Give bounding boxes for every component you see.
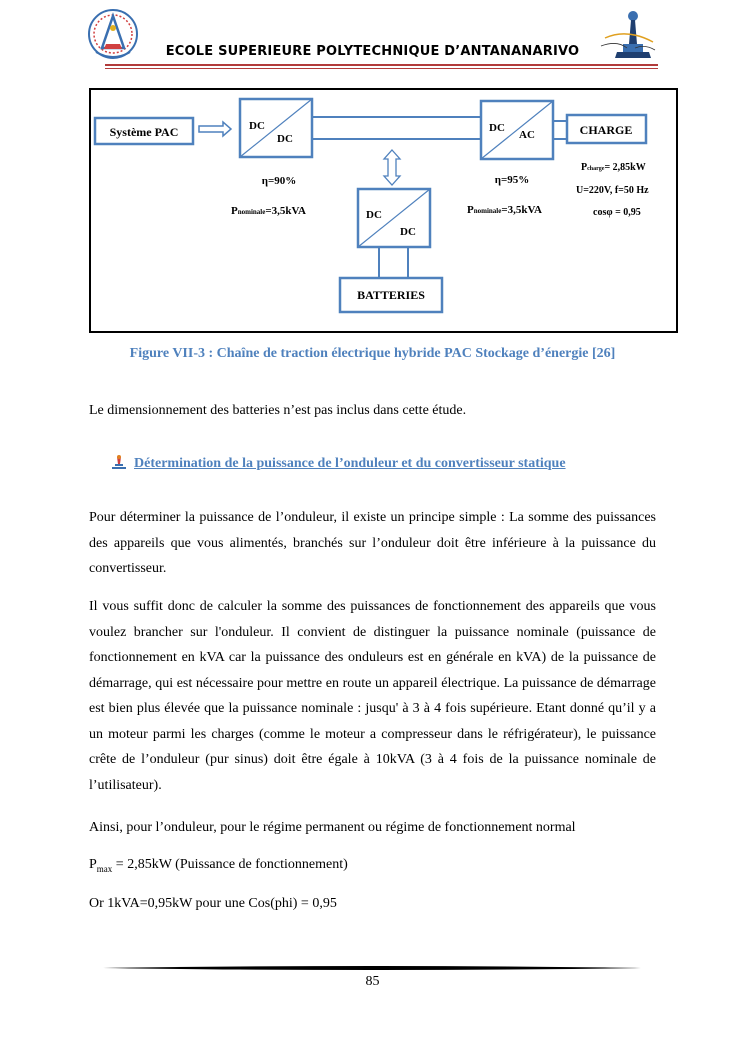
header-title: ECOLE SUPERIEURE POLYTECHNIQUE D’ANTANANARIVO (165, 44, 580, 59)
paragraph-regime: Ainsi, pour l’onduleur, pour le régime permanent ou régime de fonctionnement normal (89, 820, 576, 835)
dc-dc-2-bottom: DC (400, 226, 416, 238)
header-rule (105, 64, 658, 66)
paragraph-pmax: $P_{max} = 2,85kW$ (Puissance de fonctionnement) (89, 857, 348, 874)
paragraph-principle: Pour déterminer la puissance de l’onduleur, il existe un principe simple : La somme des puissances des appareils que vous alimentés, branchés sur l’onduleur doit être inférieure à la puissance du convertisseur. (89, 510, 656, 576)
efficiency-dcdc: η=90% (261, 175, 297, 187)
dc-ac-top: DC (489, 122, 505, 134)
nominal-power-dcac: Pnominale=3,5kVA (467, 204, 542, 216)
section-heading (112, 455, 566, 472)
efficiency-dcac: η=95% (494, 174, 530, 186)
paragraph-calculation: Il vous suffit donc de calculer la somme des puissances de fonctionnement des appareils que vous voulez brancher sur l'onduleur. Il convient de distinguer la puissance nominale (puissance de fonctionnement en kVA car la puissance des onduleurs est en générale en kVA) de la puissance de démarrage, qui est nécessaire pour mettre en route un appareil électrique. La puissance de démarrage est bien plus élevée que la puissance nominale : jusqu' à 3 à 4 fois supérieure. Etant donné qu’il y a un moteur parmi les charges (comme le moteur a compresseur dans le réfrigérateur), le puissance crête de l’onduleur (pur sinus) doit être égale à 10kVA (3 à 4 fois de la puissance nominale de l’utilisateur). (89, 599, 656, 793)
traction-chain-diagram (89, 88, 678, 333)
nominal-power-dcdc: Pnominale=3,5kVA (231, 205, 306, 217)
charge-cosphi: cosφ = 0,95 (593, 207, 641, 218)
header-rule-thin (105, 68, 658, 69)
section-heading-text: Détermination de la puissance de l’onduleur et du convertisseur statique (134, 456, 566, 471)
figure-caption: Figure VII-3 : Chaîne de traction électrique hybride PAC Stockage d’énergie [26] (129, 346, 616, 361)
page-number: 85 (365, 974, 380, 989)
pin-bullet-icon (112, 455, 126, 469)
dc-dc-1-bottom: DC (277, 133, 293, 145)
batteries-label: BATTERIES (357, 288, 425, 302)
dc-dc-1-top: DC (249, 120, 265, 132)
charge-label: CHARGE (579, 123, 633, 137)
dc-dc-2-top: DC (366, 209, 382, 221)
charge-power: Pcharge= 2,85kW (581, 162, 646, 173)
paragraph-conversion: Or 1kVA=0,95kW pour une Cos(phi) = 0,95 (89, 896, 337, 911)
paragraph-batteries: Le dimensionnement des batteries n’est pas inclus dans cette étude. (89, 403, 467, 418)
footer-rule (103, 964, 641, 972)
flow-arrow-icon (199, 122, 231, 136)
bidirectional-arrow-icon (384, 150, 400, 185)
systeme-pac-label: Système PAC (109, 125, 179, 139)
dc-ac-bottom: AC (519, 129, 535, 141)
charge-voltage: U=220V, f=50 Hz (576, 185, 649, 196)
